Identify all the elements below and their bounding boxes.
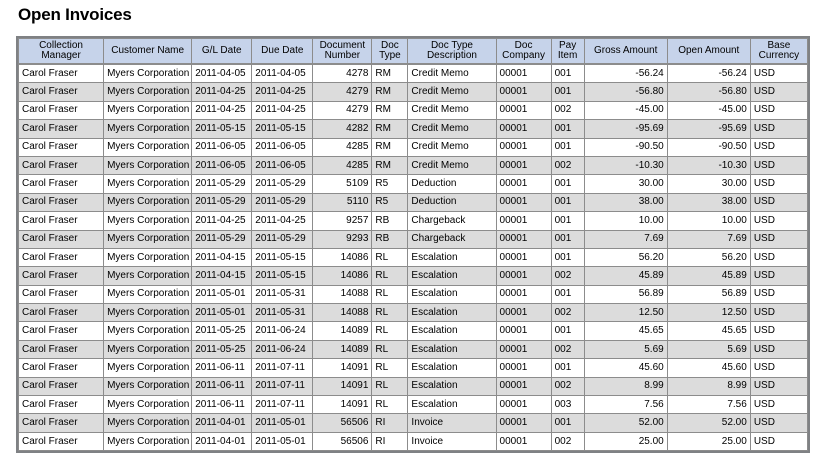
open-amount-cell: 10.00 bbox=[667, 212, 750, 230]
gl-date-cell: 2011-04-25 bbox=[192, 101, 252, 119]
customer-name-cell: Myers Corporation bbox=[104, 285, 192, 303]
doc-company-cell: 00001 bbox=[496, 322, 551, 340]
doc-type-description-cell: Escalation bbox=[408, 340, 496, 358]
doc-type-cell: RM bbox=[372, 138, 408, 156]
doc-type-description-cell: Credit Memo bbox=[408, 64, 496, 83]
base-currency-cell: USD bbox=[750, 138, 807, 156]
pay-item-cell: 002 bbox=[551, 432, 584, 450]
document-number-cell: 4285 bbox=[313, 156, 372, 174]
pay-item-cell: 002 bbox=[551, 267, 584, 285]
doc-type-cell: RL bbox=[372, 377, 408, 395]
base-currency-cell: USD bbox=[750, 83, 807, 101]
column-header-collection-manager[interactable]: Collection Manager bbox=[19, 39, 104, 65]
collection-manager-cell: Carol Fraser bbox=[19, 248, 104, 266]
collection-manager-cell: Carol Fraser bbox=[19, 359, 104, 377]
customer-name-cell: Myers Corporation bbox=[104, 304, 192, 322]
gross-amount-cell: -45.00 bbox=[584, 101, 667, 119]
collection-manager-cell: Carol Fraser bbox=[19, 83, 104, 101]
base-currency-cell: USD bbox=[750, 285, 807, 303]
doc-type-description-cell: Escalation bbox=[408, 267, 496, 285]
document-number-cell: 14091 bbox=[313, 359, 372, 377]
pay-item-cell: 001 bbox=[551, 64, 584, 83]
gross-amount-cell: 8.99 bbox=[584, 377, 667, 395]
customer-name-cell: Myers Corporation bbox=[104, 138, 192, 156]
doc-type-cell: R5 bbox=[372, 175, 408, 193]
gl-date-cell: 2011-04-01 bbox=[192, 432, 252, 450]
doc-type-description-cell: Escalation bbox=[408, 248, 496, 266]
doc-company-cell: 00001 bbox=[496, 212, 551, 230]
open-amount-cell: 7.69 bbox=[667, 230, 750, 248]
open-amount-cell: 12.50 bbox=[667, 304, 750, 322]
open-amount-cell: 38.00 bbox=[667, 193, 750, 211]
pay-item-cell: 002 bbox=[551, 340, 584, 358]
table-row[interactable] bbox=[19, 304, 808, 322]
doc-type-description-cell: Credit Memo bbox=[408, 120, 496, 138]
doc-type-cell: RL bbox=[372, 304, 408, 322]
document-number-cell: 4282 bbox=[313, 120, 372, 138]
gross-amount-cell: 45.65 bbox=[584, 322, 667, 340]
pay-item-cell: 001 bbox=[551, 193, 584, 211]
doc-company-cell: 00001 bbox=[496, 267, 551, 285]
pay-item-cell: 002 bbox=[551, 156, 584, 174]
doc-type-cell: RM bbox=[372, 101, 408, 119]
collection-manager-cell: Carol Fraser bbox=[19, 377, 104, 395]
gl-date-cell: 2011-06-11 bbox=[192, 377, 252, 395]
customer-name-cell: Myers Corporation bbox=[104, 120, 192, 138]
doc-company-cell: 00001 bbox=[496, 248, 551, 266]
customer-name-cell: Myers Corporation bbox=[104, 414, 192, 432]
document-number-cell: 14091 bbox=[313, 377, 372, 395]
customer-name-cell: Myers Corporation bbox=[104, 267, 192, 285]
customer-name-cell: Myers Corporation bbox=[104, 377, 192, 395]
table-row[interactable] bbox=[19, 156, 808, 174]
pay-item-cell: 001 bbox=[551, 322, 584, 340]
pay-item-cell: 001 bbox=[551, 230, 584, 248]
table-row[interactable] bbox=[19, 212, 808, 230]
gross-amount-cell: 10.00 bbox=[584, 212, 667, 230]
collection-manager-cell: Carol Fraser bbox=[19, 285, 104, 303]
due-date-cell: 2011-05-15 bbox=[252, 120, 313, 138]
open-amount-cell: 25.00 bbox=[667, 432, 750, 450]
base-currency-cell: USD bbox=[750, 359, 807, 377]
table-row[interactable] bbox=[19, 340, 808, 358]
doc-type-description-cell: Credit Memo bbox=[408, 83, 496, 101]
column-header-open-amount[interactable]: Open Amount bbox=[667, 39, 750, 65]
gl-date-cell: 2011-04-05 bbox=[192, 64, 252, 83]
pay-item-cell: 001 bbox=[551, 138, 584, 156]
open-amount-cell: 45.89 bbox=[667, 267, 750, 285]
open-amount-cell: -90.50 bbox=[667, 138, 750, 156]
customer-name-cell: Myers Corporation bbox=[104, 101, 192, 119]
table-row[interactable] bbox=[19, 267, 808, 285]
open-amount-cell: -45.00 bbox=[667, 101, 750, 119]
collection-manager-cell: Carol Fraser bbox=[19, 101, 104, 119]
doc-company-cell: 00001 bbox=[496, 156, 551, 174]
gross-amount-cell: 45.89 bbox=[584, 267, 667, 285]
customer-name-cell: Myers Corporation bbox=[104, 359, 192, 377]
gl-date-cell: 2011-05-29 bbox=[192, 175, 252, 193]
gl-date-cell: 2011-05-29 bbox=[192, 193, 252, 211]
doc-company-cell: 00001 bbox=[496, 64, 551, 83]
document-number-cell: 14091 bbox=[313, 396, 372, 414]
due-date-cell: 2011-06-24 bbox=[252, 322, 313, 340]
due-date-cell: 2011-05-31 bbox=[252, 285, 313, 303]
doc-company-cell: 00001 bbox=[496, 230, 551, 248]
collection-manager-cell: Carol Fraser bbox=[19, 396, 104, 414]
doc-type-cell: RI bbox=[372, 414, 408, 432]
doc-company-cell: 00001 bbox=[496, 396, 551, 414]
open-amount-cell: -56.80 bbox=[667, 83, 750, 101]
base-currency-cell: USD bbox=[750, 432, 807, 450]
doc-company-cell: 00001 bbox=[496, 193, 551, 211]
open-amount-cell: 52.00 bbox=[667, 414, 750, 432]
doc-company-cell: 00001 bbox=[496, 414, 551, 432]
gross-amount-cell: -56.80 bbox=[584, 83, 667, 101]
table-row[interactable] bbox=[19, 120, 808, 138]
table-row[interactable] bbox=[19, 230, 808, 248]
doc-type-description-cell: Chargeback bbox=[408, 230, 496, 248]
table-row[interactable] bbox=[19, 414, 808, 432]
document-number-cell: 14086 bbox=[313, 248, 372, 266]
base-currency-cell: USD bbox=[750, 175, 807, 193]
gl-date-cell: 2011-06-11 bbox=[192, 396, 252, 414]
gross-amount-cell: 7.56 bbox=[584, 396, 667, 414]
doc-type-cell: RM bbox=[372, 64, 408, 83]
gross-amount-cell: 5.69 bbox=[584, 340, 667, 358]
doc-type-description-cell: Escalation bbox=[408, 377, 496, 395]
doc-company-cell: 00001 bbox=[496, 83, 551, 101]
doc-type-description-cell: Escalation bbox=[408, 396, 496, 414]
due-date-cell: 2011-04-25 bbox=[252, 212, 313, 230]
base-currency-cell: USD bbox=[750, 322, 807, 340]
document-number-cell: 5109 bbox=[313, 175, 372, 193]
base-currency-cell: USD bbox=[750, 64, 807, 83]
pay-item-cell: 001 bbox=[551, 359, 584, 377]
customer-name-cell: Myers Corporation bbox=[104, 340, 192, 358]
column-header-doc-type-description[interactable]: Doc Type Description bbox=[408, 39, 496, 65]
gl-date-cell: 2011-05-01 bbox=[192, 285, 252, 303]
collection-manager-cell: Carol Fraser bbox=[19, 322, 104, 340]
doc-type-cell: RL bbox=[372, 396, 408, 414]
due-date-cell: 2011-05-01 bbox=[252, 414, 313, 432]
due-date-cell: 2011-05-15 bbox=[252, 267, 313, 285]
collection-manager-cell: Carol Fraser bbox=[19, 230, 104, 248]
gl-date-cell: 2011-06-11 bbox=[192, 359, 252, 377]
customer-name-cell: Myers Corporation bbox=[104, 432, 192, 450]
column-header-doc-company[interactable]: Doc Company bbox=[496, 39, 551, 65]
due-date-cell: 2011-06-05 bbox=[252, 138, 313, 156]
document-number-cell: 9257 bbox=[313, 212, 372, 230]
open-amount-cell: -95.69 bbox=[667, 120, 750, 138]
gross-amount-cell: 52.00 bbox=[584, 414, 667, 432]
doc-type-description-cell: Invoice bbox=[408, 432, 496, 450]
collection-manager-cell: Carol Fraser bbox=[19, 138, 104, 156]
collection-manager-cell: Carol Fraser bbox=[19, 432, 104, 450]
gross-amount-cell: 56.20 bbox=[584, 248, 667, 266]
doc-type-cell: RI bbox=[372, 432, 408, 450]
collection-manager-cell: Carol Fraser bbox=[19, 212, 104, 230]
document-number-cell: 9293 bbox=[313, 230, 372, 248]
doc-type-cell: RL bbox=[372, 359, 408, 377]
open-amount-cell: 5.69 bbox=[667, 340, 750, 358]
doc-type-description-cell: Escalation bbox=[408, 322, 496, 340]
column-header-base-currency[interactable]: Base Currency bbox=[750, 39, 807, 65]
pay-item-cell: 002 bbox=[551, 304, 584, 322]
table-row[interactable] bbox=[19, 83, 808, 101]
gross-amount-cell: 30.00 bbox=[584, 175, 667, 193]
gross-amount-cell: -10.30 bbox=[584, 156, 667, 174]
customer-name-cell: Myers Corporation bbox=[104, 322, 192, 340]
gross-amount-cell: 38.00 bbox=[584, 193, 667, 211]
doc-company-cell: 00001 bbox=[496, 285, 551, 303]
document-number-cell: 14089 bbox=[313, 340, 372, 358]
base-currency-cell: USD bbox=[750, 248, 807, 266]
collection-manager-cell: Carol Fraser bbox=[19, 340, 104, 358]
open-amount-cell: 56.20 bbox=[667, 248, 750, 266]
due-date-cell: 2011-07-11 bbox=[252, 377, 313, 395]
doc-type-cell: RM bbox=[372, 83, 408, 101]
base-currency-cell: USD bbox=[750, 377, 807, 395]
table-header-row bbox=[19, 39, 808, 65]
column-header-gl-date[interactable]: G/L Date bbox=[192, 39, 252, 65]
gl-date-cell: 2011-05-25 bbox=[192, 322, 252, 340]
doc-type-description-cell: Deduction bbox=[408, 193, 496, 211]
doc-type-description-cell: Escalation bbox=[408, 304, 496, 322]
gross-amount-cell: 7.69 bbox=[584, 230, 667, 248]
table-row[interactable] bbox=[19, 138, 808, 156]
collection-manager-cell: Carol Fraser bbox=[19, 193, 104, 211]
table-row[interactable] bbox=[19, 359, 808, 377]
pay-item-cell: 002 bbox=[551, 377, 584, 395]
doc-type-cell: RM bbox=[372, 156, 408, 174]
due-date-cell: 2011-06-05 bbox=[252, 156, 313, 174]
due-date-cell: 2011-06-24 bbox=[252, 340, 313, 358]
gl-date-cell: 2011-05-15 bbox=[192, 120, 252, 138]
collection-manager-cell: Carol Fraser bbox=[19, 304, 104, 322]
due-date-cell: 2011-05-31 bbox=[252, 304, 313, 322]
open-amount-cell: -10.30 bbox=[667, 156, 750, 174]
open-amount-cell: 7.56 bbox=[667, 396, 750, 414]
gl-date-cell: 2011-04-01 bbox=[192, 414, 252, 432]
due-date-cell: 2011-05-29 bbox=[252, 193, 313, 211]
document-number-cell: 14086 bbox=[313, 267, 372, 285]
table-row[interactable] bbox=[19, 193, 808, 211]
open-amount-cell: 8.99 bbox=[667, 377, 750, 395]
pay-item-cell: 003 bbox=[551, 396, 584, 414]
gross-amount-cell: -95.69 bbox=[584, 120, 667, 138]
due-date-cell: 2011-05-01 bbox=[252, 432, 313, 450]
due-date-cell: 2011-07-11 bbox=[252, 396, 313, 414]
doc-type-description-cell: Deduction bbox=[408, 175, 496, 193]
collection-manager-cell: Carol Fraser bbox=[19, 414, 104, 432]
document-number-cell: 4278 bbox=[313, 64, 372, 83]
doc-company-cell: 00001 bbox=[496, 340, 551, 358]
doc-type-cell: RL bbox=[372, 285, 408, 303]
pay-item-cell: 001 bbox=[551, 120, 584, 138]
table-row[interactable] bbox=[19, 396, 808, 414]
doc-type-description-cell: Credit Memo bbox=[408, 138, 496, 156]
doc-type-cell: R5 bbox=[372, 193, 408, 211]
customer-name-cell: Myers Corporation bbox=[104, 156, 192, 174]
column-header-pay-item[interactable]: Pay Item bbox=[551, 39, 584, 65]
doc-type-cell: RM bbox=[372, 120, 408, 138]
doc-type-description-cell: Escalation bbox=[408, 359, 496, 377]
column-header-doc-type[interactable]: Doc Type bbox=[372, 39, 408, 65]
doc-type-cell: RL bbox=[372, 322, 408, 340]
due-date-cell: 2011-05-29 bbox=[252, 230, 313, 248]
pay-item-cell: 002 bbox=[551, 101, 584, 119]
doc-company-cell: 00001 bbox=[496, 377, 551, 395]
gl-date-cell: 2011-06-05 bbox=[192, 138, 252, 156]
column-header-due-date[interactable]: Due Date bbox=[252, 39, 313, 65]
collection-manager-cell: Carol Fraser bbox=[19, 175, 104, 193]
gross-amount-cell: 25.00 bbox=[584, 432, 667, 450]
gl-date-cell: 2011-05-01 bbox=[192, 304, 252, 322]
doc-type-cell: RB bbox=[372, 230, 408, 248]
doc-type-cell: RL bbox=[372, 340, 408, 358]
doc-company-cell: 00001 bbox=[496, 175, 551, 193]
gross-amount-cell: -56.24 bbox=[584, 64, 667, 83]
doc-type-description-cell: Credit Memo bbox=[408, 156, 496, 174]
due-date-cell: 2011-07-11 bbox=[252, 359, 313, 377]
open-invoices-table-container bbox=[16, 36, 810, 453]
pay-item-cell: 001 bbox=[551, 83, 584, 101]
document-number-cell: 56506 bbox=[313, 432, 372, 450]
base-currency-cell: USD bbox=[750, 304, 807, 322]
doc-company-cell: 00001 bbox=[496, 101, 551, 119]
doc-company-cell: 00001 bbox=[496, 304, 551, 322]
customer-name-cell: Myers Corporation bbox=[104, 396, 192, 414]
base-currency-cell: USD bbox=[750, 212, 807, 230]
customer-name-cell: Myers Corporation bbox=[104, 212, 192, 230]
base-currency-cell: USD bbox=[750, 340, 807, 358]
column-header-document-number[interactable]: Document Number bbox=[313, 39, 372, 65]
doc-company-cell: 00001 bbox=[496, 120, 551, 138]
base-currency-cell: USD bbox=[750, 101, 807, 119]
open-amount-cell: 45.60 bbox=[667, 359, 750, 377]
table-row[interactable] bbox=[19, 248, 808, 266]
gross-amount-cell: 45.60 bbox=[584, 359, 667, 377]
document-number-cell: 4285 bbox=[313, 138, 372, 156]
customer-name-cell: Myers Corporation bbox=[104, 193, 192, 211]
page-title: Open Invoices bbox=[18, 5, 132, 24]
customer-name-cell: Myers Corporation bbox=[104, 248, 192, 266]
document-number-cell: 14088 bbox=[313, 304, 372, 322]
open-amount-cell: 30.00 bbox=[667, 175, 750, 193]
due-date-cell: 2011-05-29 bbox=[252, 175, 313, 193]
table-row[interactable] bbox=[19, 285, 808, 303]
gl-date-cell: 2011-05-29 bbox=[192, 230, 252, 248]
gross-amount-cell: 56.89 bbox=[584, 285, 667, 303]
doc-company-cell: 00001 bbox=[496, 432, 551, 450]
base-currency-cell: USD bbox=[750, 156, 807, 174]
document-number-cell: 4279 bbox=[313, 83, 372, 101]
doc-type-description-cell: Escalation bbox=[408, 285, 496, 303]
column-header-customer-name[interactable]: Customer Name bbox=[104, 39, 192, 65]
pay-item-cell: 001 bbox=[551, 414, 584, 432]
gl-date-cell: 2011-04-15 bbox=[192, 267, 252, 285]
table-row[interactable] bbox=[19, 101, 808, 119]
gross-amount-cell: -90.50 bbox=[584, 138, 667, 156]
column-header-gross-amount[interactable]: Gross Amount bbox=[584, 39, 667, 65]
base-currency-cell: USD bbox=[750, 414, 807, 432]
table-row[interactable] bbox=[19, 432, 808, 450]
due-date-cell: 2011-04-25 bbox=[252, 83, 313, 101]
doc-company-cell: 00001 bbox=[496, 138, 551, 156]
table-row[interactable] bbox=[19, 64, 808, 83]
collection-manager-cell: Carol Fraser bbox=[19, 64, 104, 83]
customer-name-cell: Myers Corporation bbox=[104, 175, 192, 193]
gl-date-cell: 2011-04-25 bbox=[192, 83, 252, 101]
doc-type-description-cell: Credit Memo bbox=[408, 101, 496, 119]
open-invoices-table bbox=[18, 38, 808, 451]
base-currency-cell: USD bbox=[750, 396, 807, 414]
table-row[interactable] bbox=[19, 377, 808, 395]
doc-type-description-cell: Chargeback bbox=[408, 212, 496, 230]
document-number-cell: 56506 bbox=[313, 414, 372, 432]
due-date-cell: 2011-05-15 bbox=[252, 248, 313, 266]
open-amount-cell: -56.24 bbox=[667, 64, 750, 83]
customer-name-cell: Myers Corporation bbox=[104, 64, 192, 83]
collection-manager-cell: Carol Fraser bbox=[19, 120, 104, 138]
due-date-cell: 2011-04-25 bbox=[252, 101, 313, 119]
doc-type-cell: RL bbox=[372, 267, 408, 285]
doc-type-description-cell: Invoice bbox=[408, 414, 496, 432]
customer-name-cell: Myers Corporation bbox=[104, 230, 192, 248]
doc-company-cell: 00001 bbox=[496, 359, 551, 377]
customer-name-cell: Myers Corporation bbox=[104, 83, 192, 101]
table-body bbox=[19, 64, 808, 451]
gl-date-cell: 2011-04-15 bbox=[192, 248, 252, 266]
gl-date-cell: 2011-04-25 bbox=[192, 212, 252, 230]
pay-item-cell: 001 bbox=[551, 175, 584, 193]
gl-date-cell: 2011-05-25 bbox=[192, 340, 252, 358]
pay-item-cell: 001 bbox=[551, 285, 584, 303]
base-currency-cell: USD bbox=[750, 193, 807, 211]
base-currency-cell: USD bbox=[750, 267, 807, 285]
document-number-cell: 14088 bbox=[313, 285, 372, 303]
gl-date-cell: 2011-06-05 bbox=[192, 156, 252, 174]
pay-item-cell: 001 bbox=[551, 212, 584, 230]
collection-manager-cell: Carol Fraser bbox=[19, 267, 104, 285]
document-number-cell: 4279 bbox=[313, 101, 372, 119]
open-amount-cell: 45.65 bbox=[667, 322, 750, 340]
open-amount-cell: 56.89 bbox=[667, 285, 750, 303]
document-number-cell: 14089 bbox=[313, 322, 372, 340]
table-row[interactable] bbox=[19, 175, 808, 193]
doc-type-cell: RB bbox=[372, 212, 408, 230]
collection-manager-cell: Carol Fraser bbox=[19, 156, 104, 174]
due-date-cell: 2011-04-05 bbox=[252, 64, 313, 83]
document-number-cell: 5110 bbox=[313, 193, 372, 211]
base-currency-cell: USD bbox=[750, 230, 807, 248]
gross-amount-cell: 12.50 bbox=[584, 304, 667, 322]
pay-item-cell: 001 bbox=[551, 248, 584, 266]
base-currency-cell: USD bbox=[750, 120, 807, 138]
table-row[interactable] bbox=[19, 322, 808, 340]
doc-type-cell: RL bbox=[372, 248, 408, 266]
